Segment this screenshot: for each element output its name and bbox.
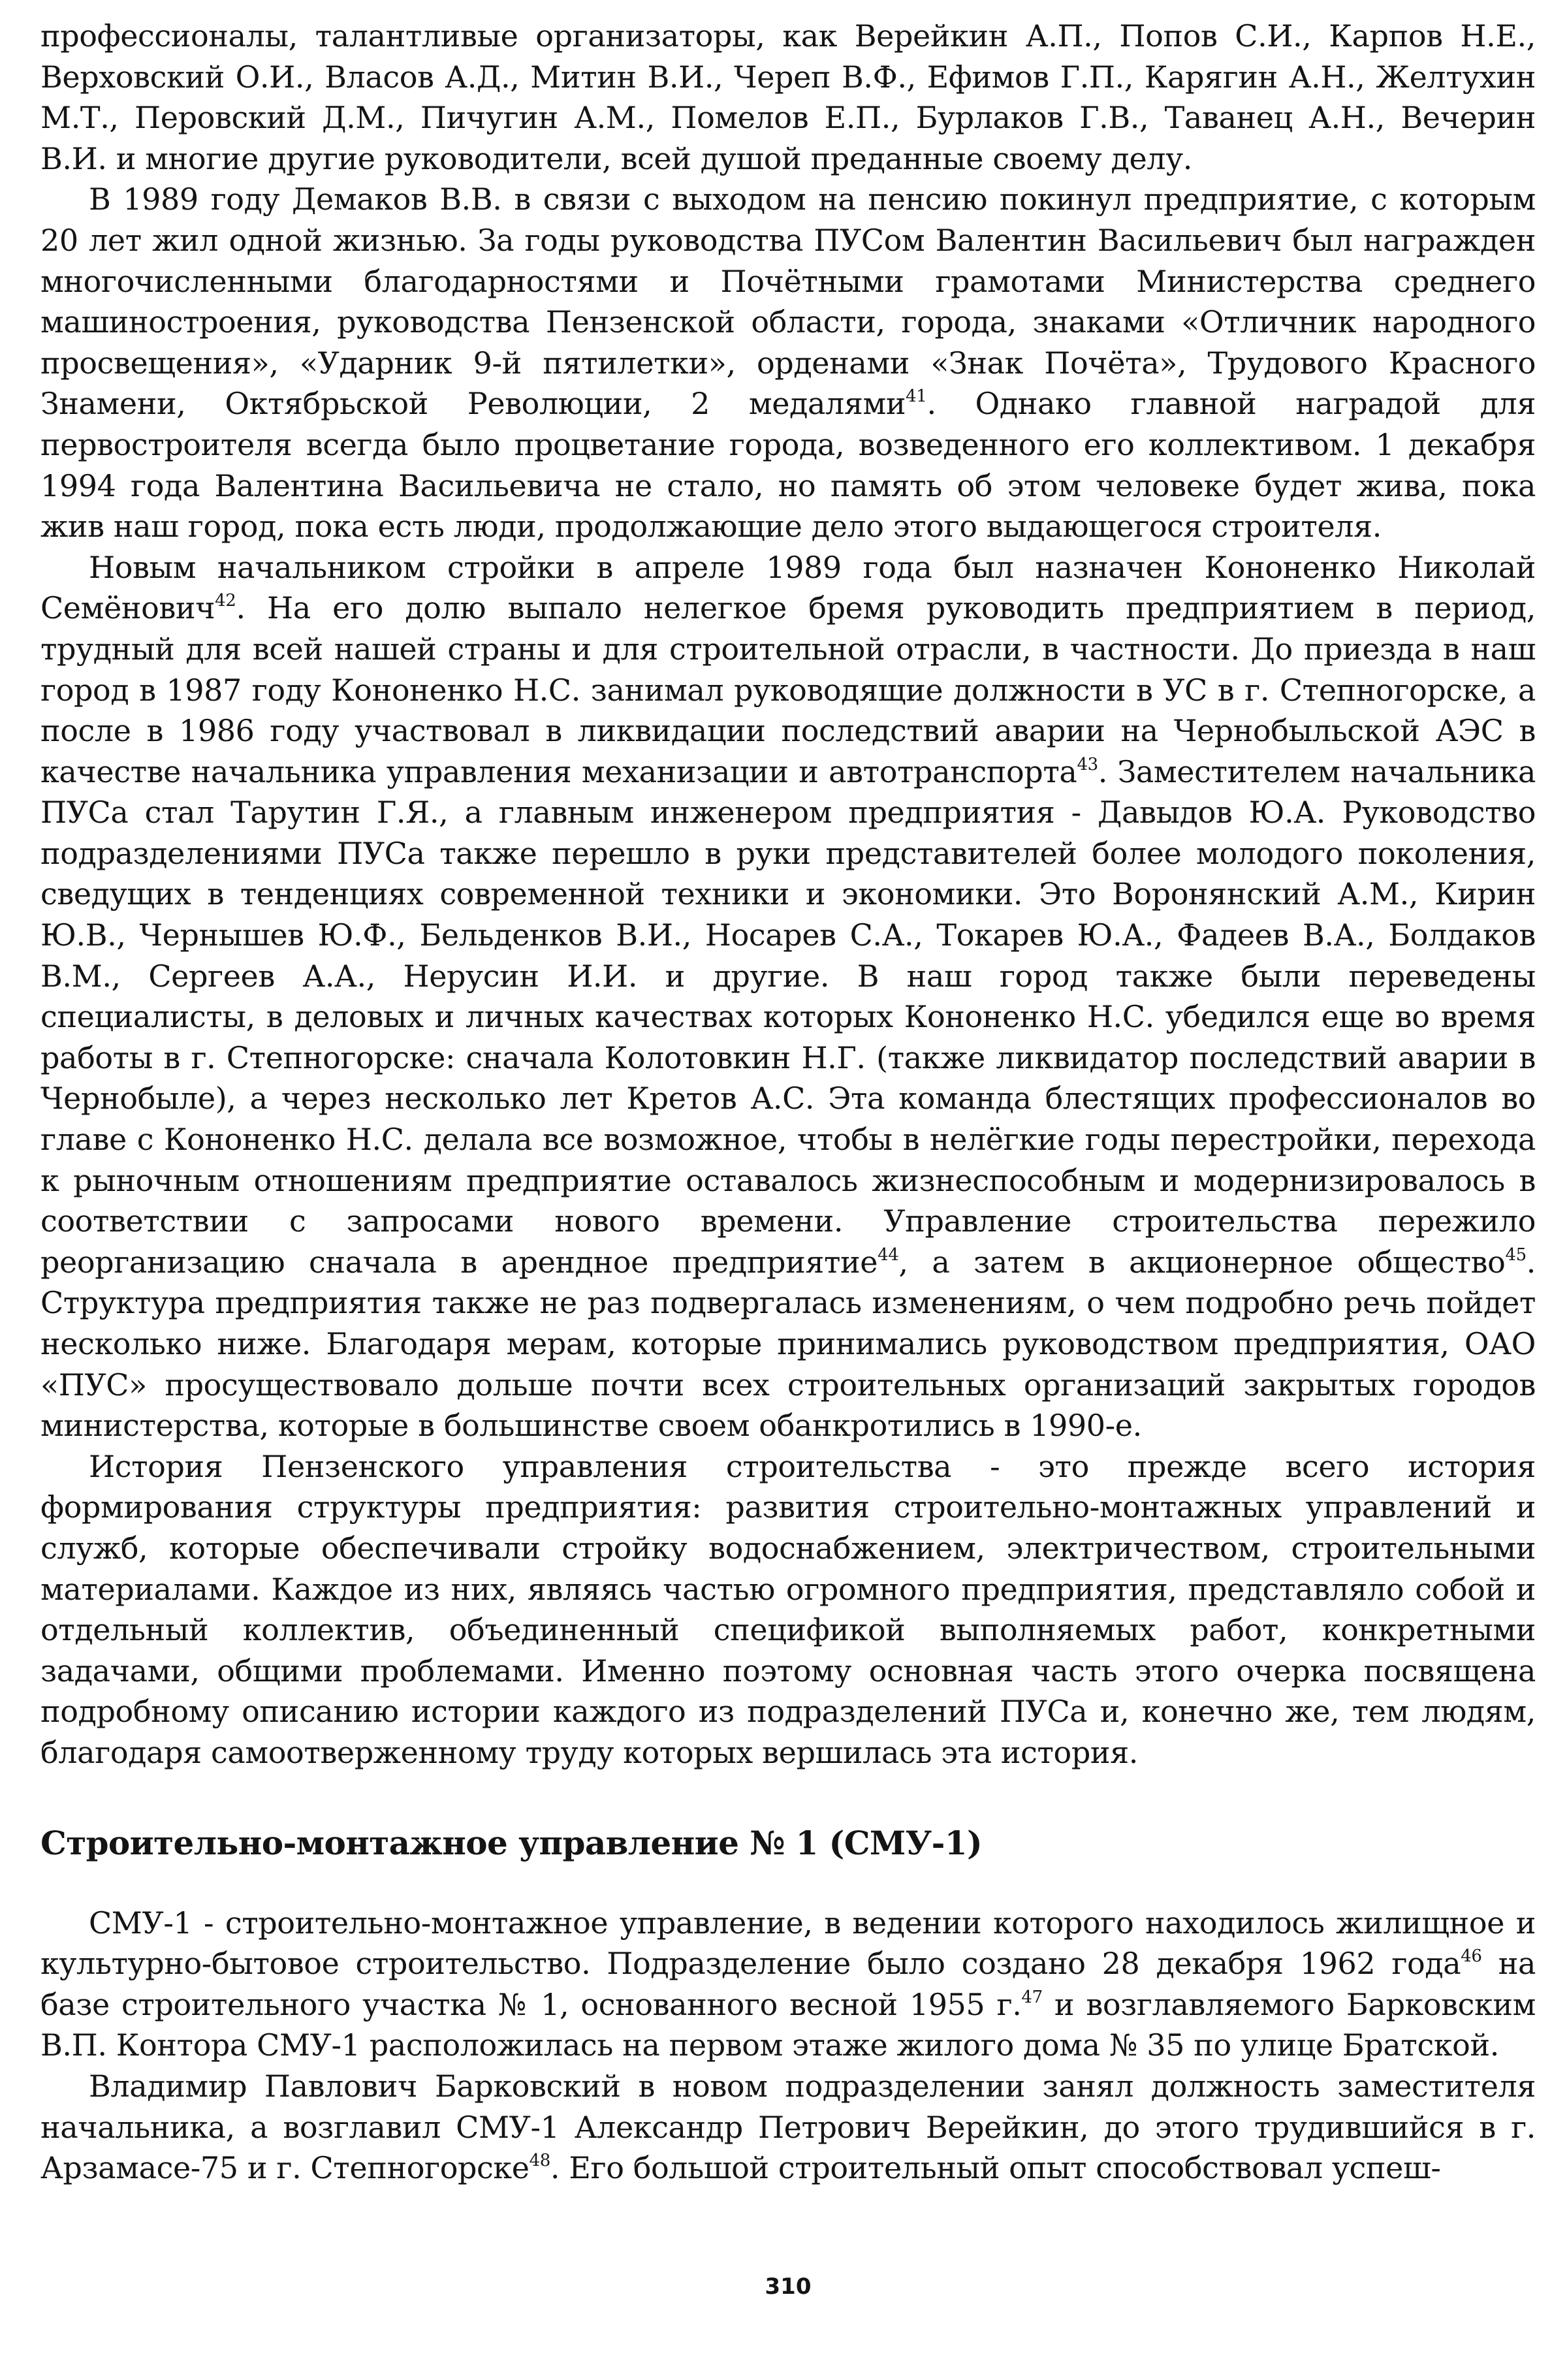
text-run: . Заместителем начальника ПУСа стал Тарутин Г.Я., а главным инженером предприятия - Давыдов Ю.А. Руководство подразделениями ПУСа также перешло в руки представителей более молодого поколения, сведущих в тенденциях современной техники и экономики. Это Воронянский А.М., Кирин Ю.В., Чернышев Ю.Ф., Бельденков В.И., Носарев С.А., Токарев Ю.А., Фадеев В.А., Болдаков В.М., Сергеев А.А., Нерусин И.И. и другие. В наш город также были переведены специалисты, в деловых и личных качествах которых Кононенко Н.С. убедился еще во время работы в г. Степногорске: сначала Колотовкин Н.Г. (также ликвидатор последствий аварии в Чернобыле), а через несколько лет Кретов А.С. Эта команда блестящих профессионалов во главе с Кононенко Н.С. делала все возможное, чтобы в нелёгкие годы перестройки, перехода к рыночным отношениям предприятие оставалось жизнеспособным и модернизировалось в соответствии с запросами нового времени. Управление строительства пережило реорганизацию сначала в арендное предприятие bbox=[40, 754, 1536, 1280]
footnote-ref: 41 bbox=[906, 387, 927, 407]
footnote-ref: 46 bbox=[1461, 1946, 1482, 1967]
text-run: . На его долю выпало нелегкое бремя руководить предприятием в период, трудный для всей нашей страны и для строительной отрасли, в частности. До приезда в наш город в 1987 году Кононенко Н.С. занимал руководящие должности в УС в г. Степногорске, а после в 1986 году участвовал в ликвидации последствий аварии на Чернобыльской АЭС в качестве начальника управления механизации и автотранспорта bbox=[40, 590, 1536, 789]
paragraph bbox=[40, 2066, 1536, 2189]
text-run: СМУ-1 - строительно-монтажное управление, в ведении которого находилось жилищное и культурно-бытовое строительство. Подразделение было создано 28 декабря 1962 года bbox=[40, 1905, 1536, 1982]
book-page bbox=[40, 16, 1536, 2353]
paragraph bbox=[40, 179, 1536, 547]
footnote-ref: 42 bbox=[215, 591, 236, 611]
text-run: . Структура предприятия также не раз подвергалась изменениям, о чем подробно речь пойдет несколько ниже. Благодаря мерам, которые принимались руководством предприятия, ОАО «ПУС» просуществовало дольше почти всех строительных организаций закрытых городов министерства, которые в большинстве своем обанкротились в 1990-е. bbox=[40, 1244, 1536, 1444]
text-run: профессионалы, талантливые организаторы, как Верейкин А.П., Попов С.И., Карпов Н.Е., Верховский О.И., Власов А.Д., Митин В.И., Череп В.Ф., Ефимов Г.П., Карягин А.Н., Желтухин М.Т., Перовский Д.М., Пичугин А.М., Помелов Е.П., Бурлаков Г.В., Таванец А.Н., Вечерин В.И. и многие другие руководители, всей душой преданные своему делу. bbox=[40, 18, 1536, 176]
body-text-after-heading bbox=[40, 1903, 1536, 2189]
paragraph bbox=[40, 16, 1536, 179]
text-run: Новым начальником стройки в апреле 1989 года был назначен Кононенко Николай Семёнович bbox=[40, 549, 1536, 626]
footnote-ref: 43 bbox=[1077, 754, 1098, 774]
text-run: . Его большой строительный опыт способствовал успеш- bbox=[550, 2150, 1441, 2186]
text-run: История Пензенского управления строительства - это прежде всего история формирования структуры предприятия: развития строительно-монтажных управлений и служб, которые обеспечивали стройку водоснабжением, электричеством, строительными материалами. Каждое из них, являясь частью огромного предприятия, представляло собой и отдельный коллектив, объединенный спецификой выполняемых работ, конкретными задачами, общими проблемами. Именно поэтому основная часть этого очерка посвящена подробному описанию истории каждого из подразделений ПУСа и, конечно же, тем людям, благодаря самоотверженному труду которых вершилась эта история. bbox=[40, 1448, 1536, 1770]
section-heading: Строительно-монтажное управление № 1 (СМУ-1) bbox=[40, 1823, 983, 1862]
paragraph bbox=[40, 1446, 1536, 1773]
paragraph bbox=[40, 1903, 1536, 2066]
text-run: на базе строительного участка № 1, основанного весной 1955 г. bbox=[40, 1946, 1536, 2022]
footnote-ref: 47 bbox=[1021, 1987, 1043, 2007]
page-number: 310 bbox=[765, 2274, 812, 2300]
text-run: , а затем в акционерное общество bbox=[898, 1244, 1506, 1280]
text-run: Владимир Павлович Барковский в новом подразделении занял должность заместителя начальника, а возглавил СМУ-1 Александр Петрович Верейкин, до этого трудившийся в г. Арзамасе-75 и г. Степногорске bbox=[40, 2068, 1536, 2186]
body-text-before-heading bbox=[40, 16, 1536, 1773]
footnote-ref: 45 bbox=[1505, 1245, 1527, 1265]
footnote-ref: 48 bbox=[529, 2151, 550, 2171]
text-run: . Однако главной наградой для первостроителя всегда было процветание города, возведенного его коллективом. 1 декабря 1994 года Валентина Васильевича не стало, но память об этом человеке будет жива, пока жив наш город, пока есть люди, продолжающие дело этого выдающегося строителя. bbox=[40, 386, 1536, 545]
paragraph bbox=[40, 547, 1536, 1446]
text-run: В 1989 году Демаков В.В. в связи с выходом на пенсию покинул предприятие, с которым 20 лет жил одной жизнью. За годы руководства ПУСом Валентин Васильевич был награжден многочисленными благодарностями и Почётными грамотами Министерства среднего машиностроения, руководства Пензенской области, города, знаками «Отличник народного просвещения», «Ударник 9-й пятилетки», орденами «Знак Почёта», Трудового Красного Знамени, Октябрьской Революции, 2 медалями bbox=[40, 182, 1536, 422]
text-run: и возглавляемого Барковским В.П. Контора СМУ-1 расположилась на первом этаже жилого дома № 35 по улице Братской. bbox=[40, 1986, 1536, 2063]
footnote-ref: 44 bbox=[878, 1245, 899, 1265]
